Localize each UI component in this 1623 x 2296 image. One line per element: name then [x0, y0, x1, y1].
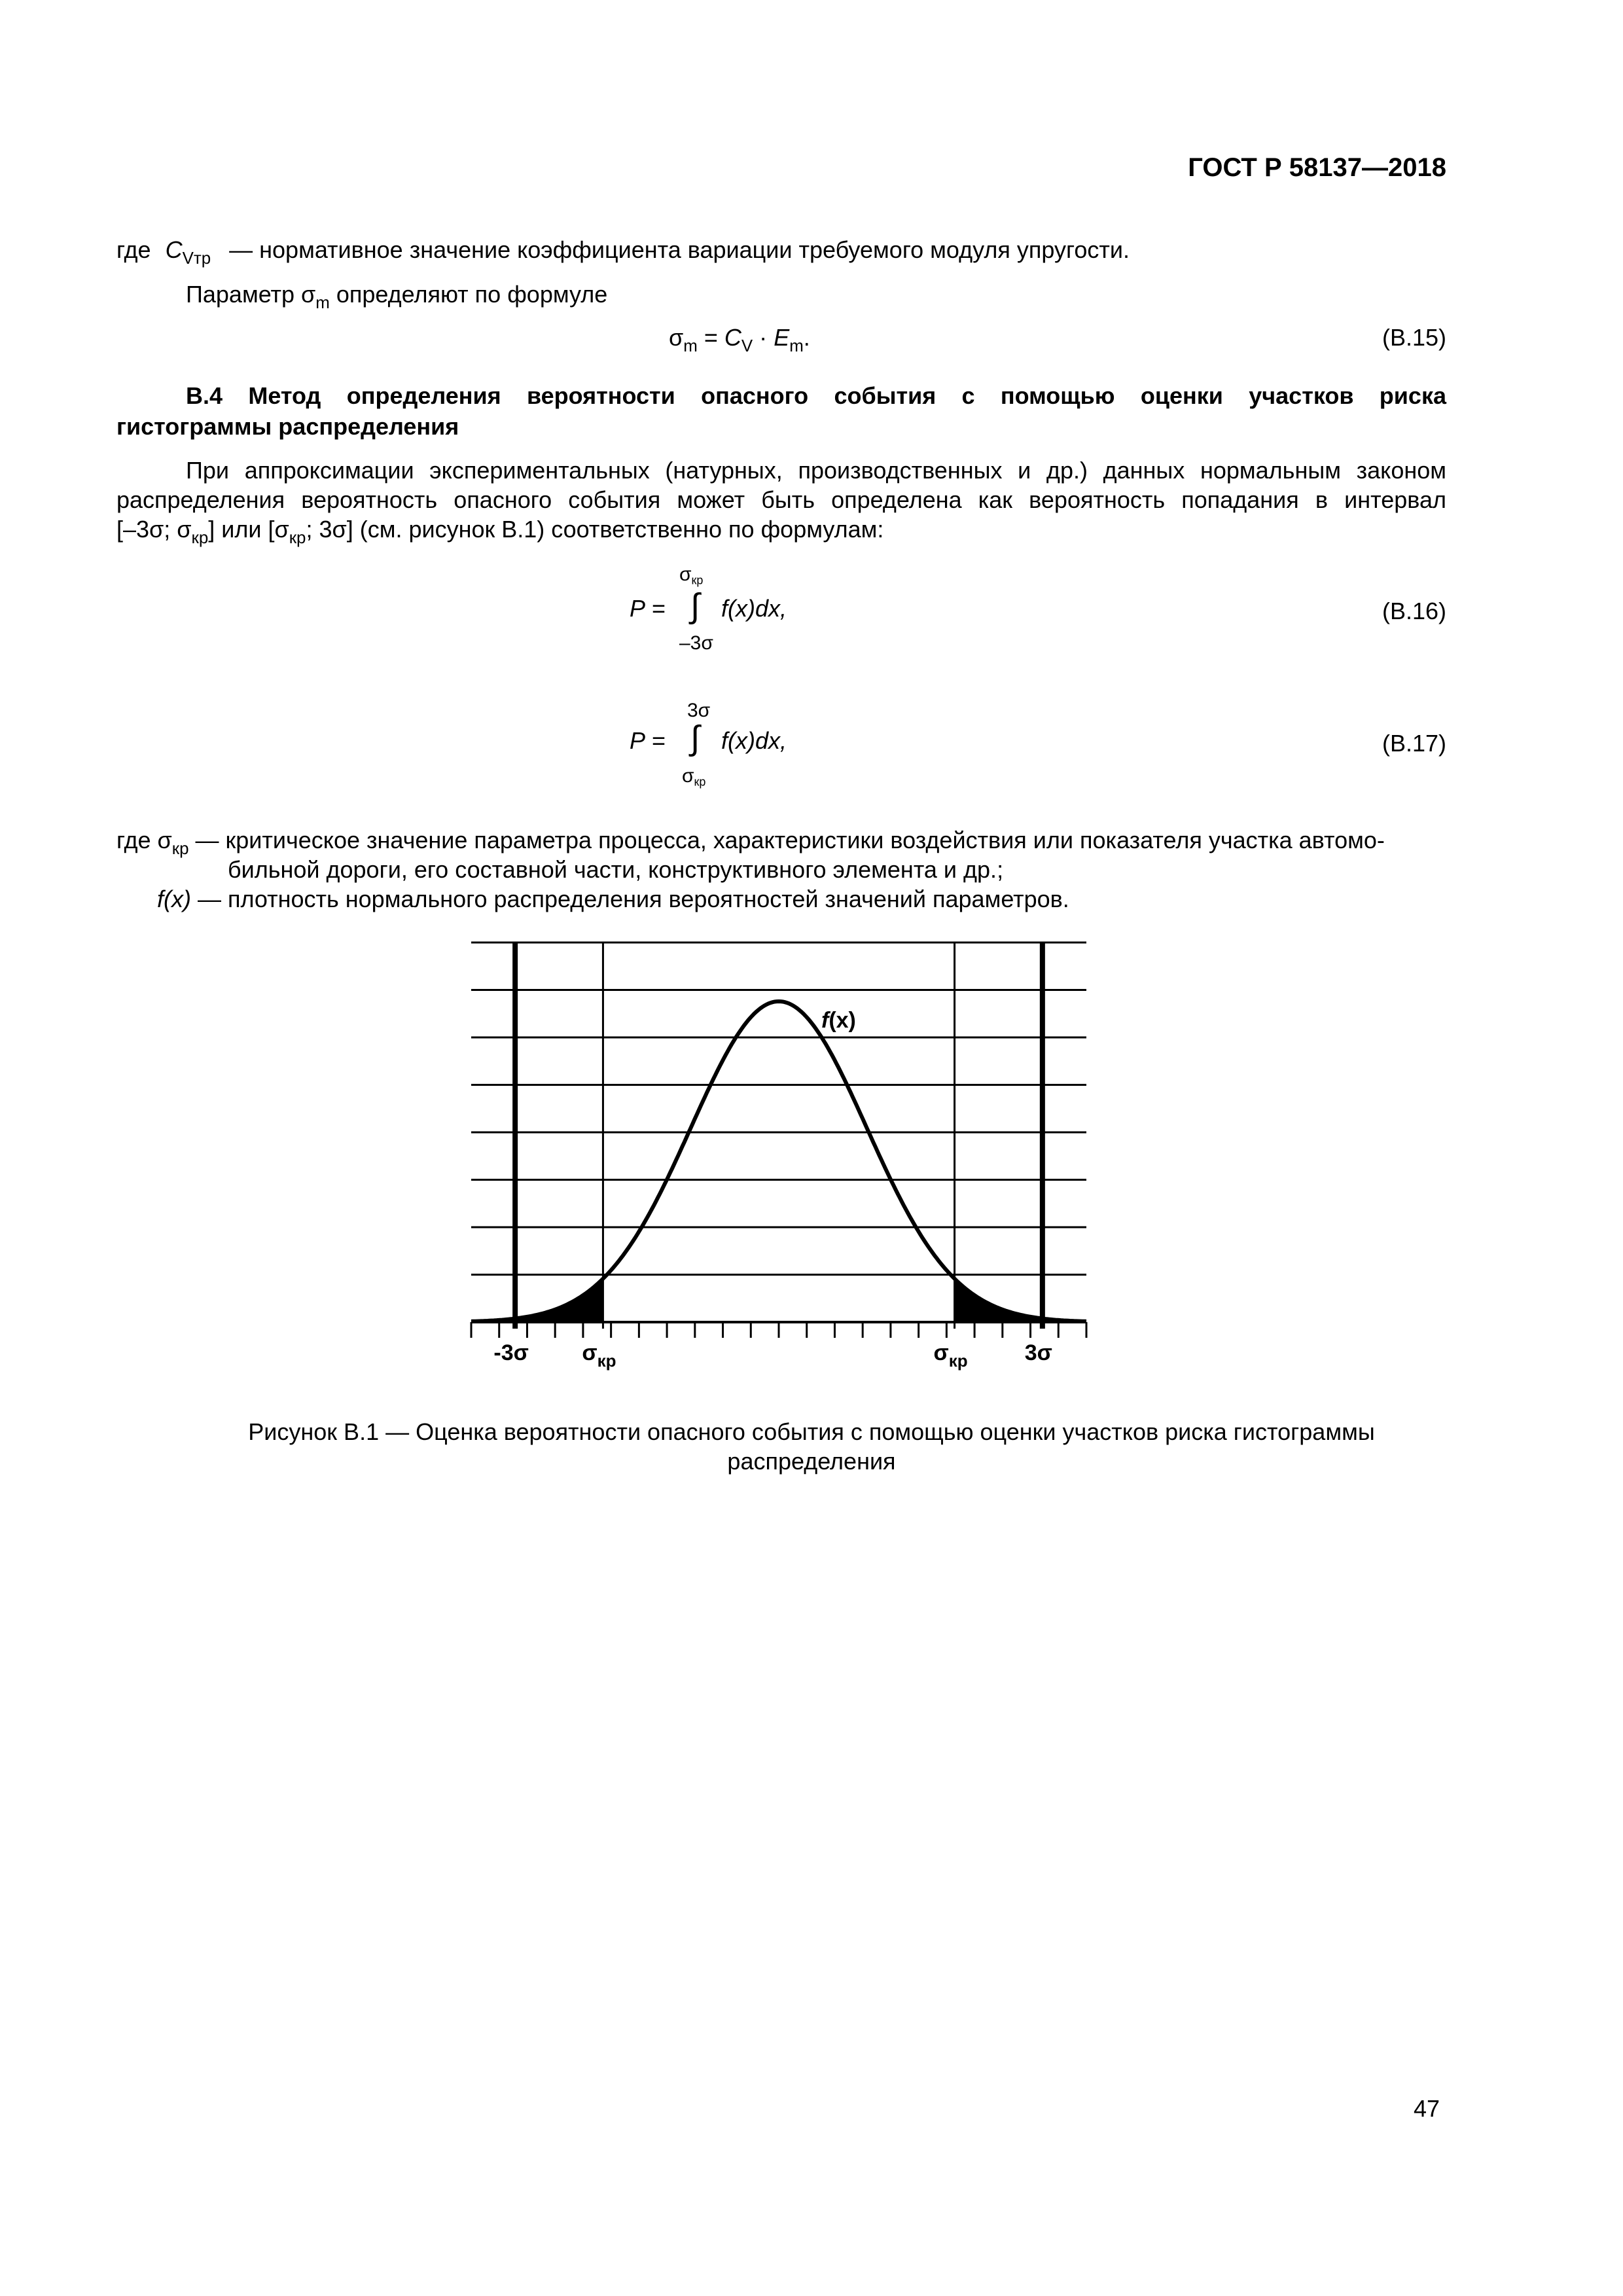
paragraph-line1: При аппроксимации экспериментальных (натурных, производственных и др.) данных нормальным законом — [186, 457, 1446, 484]
definition-cv-line — [116, 236, 1130, 269]
f15-sigma-sub: m — [683, 337, 698, 356]
p3-b: ] или [σ — [208, 516, 289, 543]
cv-symbol: C — [165, 236, 183, 263]
page-number: 47 — [1413, 2095, 1440, 2122]
f16-upper-limit — [679, 563, 703, 588]
where-prefix: где — [116, 236, 151, 263]
p3-c: ; 3σ] (см. рисунок В.1) соответственно по формулам: — [306, 516, 884, 543]
sigma-symbol: σ — [301, 281, 316, 308]
where-fx-line — [157, 885, 1069, 913]
f15-end: . — [803, 324, 810, 351]
f15-c: C — [724, 324, 741, 351]
document-id-header: ГОСТ Р 58137—2018 — [1188, 153, 1446, 182]
where-fx-symbol: f(x) — [157, 886, 191, 912]
f17-integral-sign: ∫ — [690, 719, 700, 757]
formula-b16-number: (В.16) — [1382, 598, 1446, 624]
f16-p: P — [630, 595, 646, 622]
f16-lhs — [630, 594, 666, 622]
cv-sub-v: V — [182, 249, 194, 268]
section-heading-line2: гистограммы распределения — [116, 413, 459, 440]
f16-integrand: f(x)dx, — [721, 595, 787, 622]
where-sigma-line1 — [116, 826, 1385, 859]
where-sigma-line2: бильной дороги, его составной части, конструктивного элемента и др.; — [228, 856, 1004, 883]
figure-caption-line1: Рисунок В.1 — Оценка вероятности опасного события с помощью оценки участков риска гистограммы — [248, 1418, 1375, 1445]
where-sigma-sub: кр — [171, 840, 189, 859]
formula-b17-number: (В.17) — [1382, 730, 1446, 757]
f17-integrand: f(x)dx, — [721, 727, 787, 754]
f15-sigma: σ — [669, 324, 684, 351]
curve-label-fx: f(x) — [821, 1008, 856, 1033]
sigma-sub-m: m — [315, 294, 330, 313]
f16-upper: σ — [679, 564, 692, 585]
p3-sub2: кр — [289, 529, 306, 548]
f17-lhs — [630, 726, 666, 755]
paragraph-line3 — [116, 515, 883, 548]
f17-upper-limit: 3σ — [687, 700, 711, 721]
f15-e-sub: m — [789, 337, 804, 356]
f15-dot: · — [759, 324, 768, 351]
where-sigma-definition: — критическое значение параметра процесса, характеристики воздействия или показателя участка автомо- — [195, 827, 1385, 853]
x-tick-label: $\sigma_{кр}$ — [582, 1340, 616, 1371]
cv-sub-tr: тр — [193, 249, 211, 268]
f17-eq: = — [652, 727, 666, 754]
parameter-sigma-line — [186, 280, 607, 314]
f15-eq: = — [704, 324, 718, 351]
f17-lower-limit — [682, 764, 705, 789]
figure-b1-chart — [458, 929, 1113, 1388]
where-fx-definition: — плотность нормального распределения вероятностей значений параметров. — [198, 886, 1069, 912]
formula-b15 — [669, 323, 810, 357]
p3-a: [–3σ; σ — [116, 516, 192, 543]
paragraph-line2: распределения вероятность опасного события может быть определена как вероятность попадания в интервал — [116, 486, 1446, 513]
parameter-word: Параметр — [186, 281, 295, 308]
f16-eq: = — [652, 595, 666, 622]
f17-p: P — [630, 727, 646, 754]
section-heading-line1: В.4 Метод определения вероятности опасного события с помощью оценки участков риска — [186, 382, 1446, 409]
x-tick-label: 3σ — [1024, 1340, 1052, 1365]
f16-upper-sub: кр — [691, 573, 704, 587]
cv-definition-text: — нормативное значение коэффициента вариации требуемого модуля упругости. — [229, 236, 1130, 263]
x-tick-label: -3σ — [493, 1340, 529, 1365]
f15-e: E — [774, 324, 790, 351]
f15-c-sub: V — [741, 337, 753, 356]
formula-b15-number: (В.15) — [1382, 324, 1446, 351]
figure-caption-line2: распределения — [727, 1448, 896, 1475]
where-sigma-prefix: где σ — [116, 827, 172, 853]
p3-sub1: кр — [191, 529, 209, 548]
density-curve — [471, 1001, 1086, 1321]
f17-lower-sub: кр — [694, 775, 706, 789]
f16-integral-sign: ∫ — [690, 587, 700, 625]
x-tick-label: $\sigma_{кр}$ — [933, 1340, 968, 1371]
f16-lower-limit: –3σ — [679, 632, 713, 654]
f17-lower: σ — [682, 765, 694, 787]
by-formula-text: определяют по формуле — [336, 281, 608, 308]
